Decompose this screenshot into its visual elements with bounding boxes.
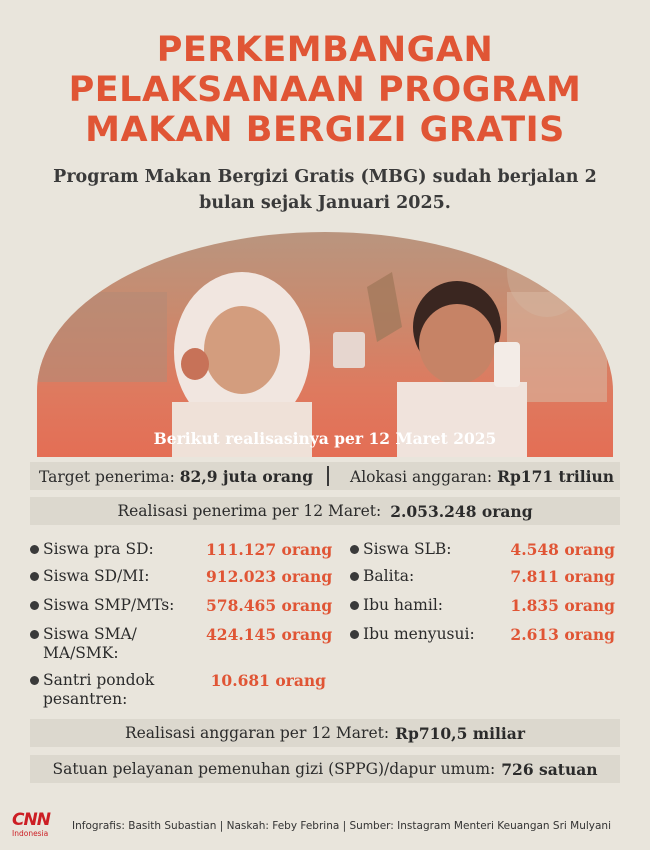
page-title (0, 30, 650, 150)
photo-caption: Berikut realisasinya per 12 Maret 2025 (153, 429, 497, 448)
realization-recipients-row (30, 497, 620, 525)
bullet-icon (350, 545, 359, 554)
target-item (39, 467, 313, 486)
allocation-value: Rp171 triliun (497, 467, 615, 486)
target-value: 82,9 juta orang (179, 467, 314, 486)
item-label-cont: MA/SMK: (43, 644, 119, 662)
item-value: 111.127 orang (206, 540, 333, 559)
item-label: Siswa SD/MI: (43, 567, 150, 585)
bullet-icon (350, 630, 359, 639)
target-allocation-row (30, 462, 620, 490)
realization-recipients-value: 2.053.248 orang (390, 501, 533, 521)
logo-text: CNN (12, 810, 50, 830)
item-value: 578.465 orang (206, 596, 333, 615)
item-value: 7.811 orang (510, 567, 615, 586)
hero-photo (37, 232, 613, 457)
bullet-icon (30, 630, 39, 639)
bullet-icon (30, 572, 39, 581)
allocation-item (350, 467, 614, 486)
item-label: Siswa SMA/ (43, 625, 137, 643)
item-label: Ibu menyusui: (363, 625, 475, 643)
item-value: 1.835 orang (510, 596, 615, 615)
sppg-label: Satuan pelayanan pemenuhan gizi (SPPG)/dapur umum: (52, 760, 496, 778)
budget-realization-value: Rp710,5 miliar (395, 723, 526, 743)
item-label-cont: pesantren: (43, 690, 128, 708)
cnn-indonesia-logo (12, 812, 57, 842)
sppg-value: 726 satuan (501, 759, 598, 779)
realization-recipients-label: Realisasi penerima per 12 Maret: (117, 502, 382, 520)
sppg-row (30, 755, 620, 783)
item-label: Santri pondok (43, 671, 155, 689)
item-label: Siswa pra SD: (43, 540, 154, 558)
item-value: 912.023 orang (206, 567, 333, 586)
budget-realization-row (30, 719, 620, 747)
footer (12, 812, 638, 842)
item-value: 4.548 orang (510, 540, 615, 559)
title-line-3: MAKAN BERGIZI GRATIS (85, 110, 565, 150)
item-label: Siswa SLB: (363, 540, 452, 558)
allocation-label: Alokasi anggaran: (350, 468, 493, 486)
subtitle: Program Makan Bergizi Gratis (MBG) sudah berjalan 2 bulan sejak Januari 2025. (53, 167, 597, 213)
item-label: Ibu hamil: (363, 596, 444, 614)
logo-subtext: Indonesia (12, 829, 49, 838)
title-line-2: PELAKSANAAN PROGRAM (68, 70, 582, 110)
divider (327, 466, 329, 486)
item-value: 424.145 orang (206, 625, 333, 644)
bullet-icon (350, 572, 359, 581)
budget-realization-label: Realisasi anggaran per 12 Maret: (124, 724, 390, 742)
bullet-icon (30, 601, 39, 610)
bullet-icon (30, 545, 39, 554)
title-line-1: PERKEMBANGAN (156, 30, 494, 70)
bullet-icon (350, 601, 359, 610)
item-label: Siswa SMP/MTs: (43, 596, 175, 614)
item-value: 10.681 orang (210, 671, 326, 690)
item-value: 2.613 orang (510, 625, 615, 644)
target-label: Target penerima: (39, 468, 175, 486)
bullet-icon (30, 676, 39, 685)
children-photo-illustration (37, 232, 613, 457)
credits: Infografis: Basith Subastian | Naskah: Feby Febrina | Sumber: Instagram Menteri Keuangan Sri Mulyani (72, 820, 612, 832)
item-label: Balita: (363, 567, 415, 585)
